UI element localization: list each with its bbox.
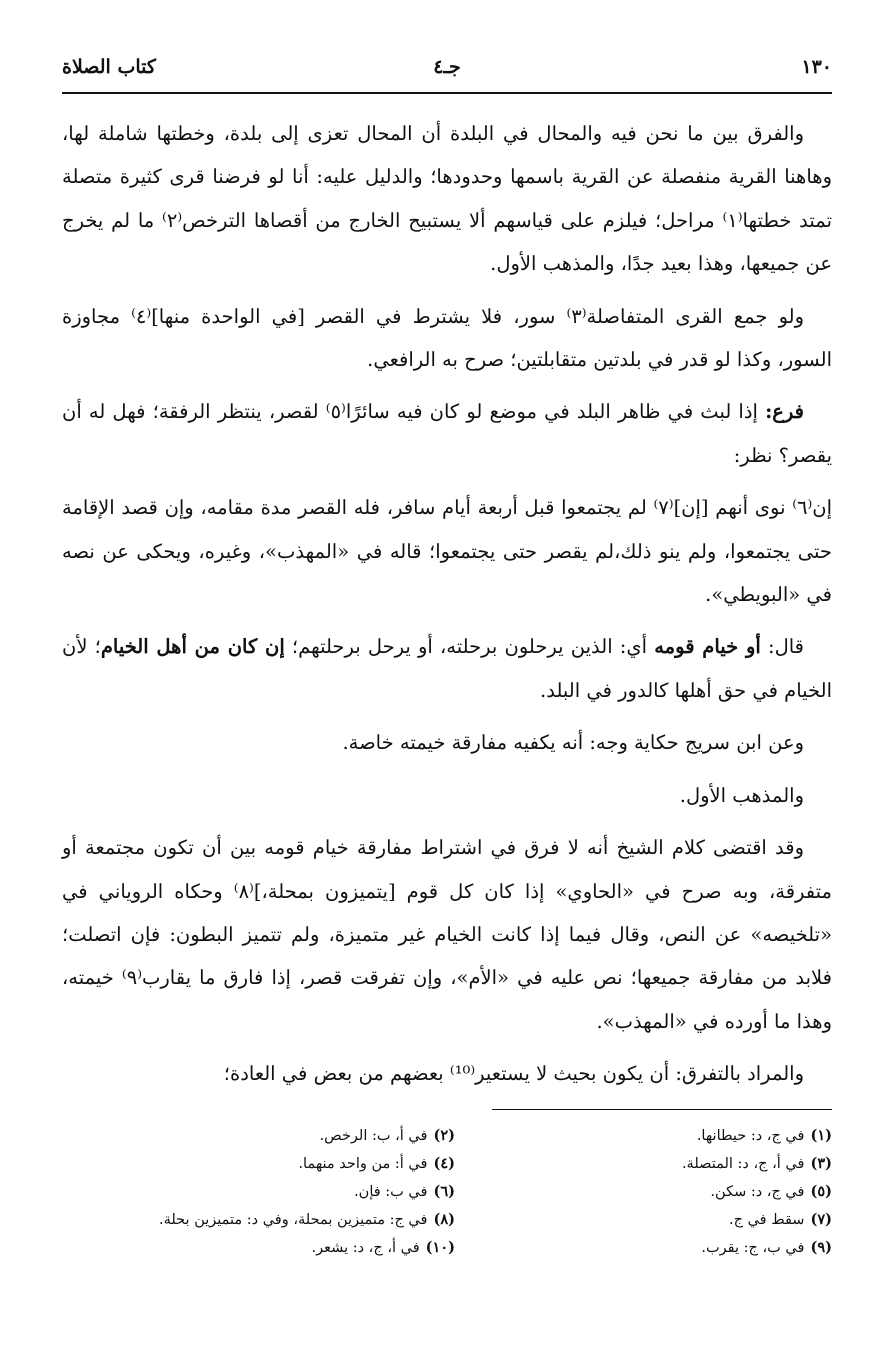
footnote-number: (٧) bbox=[810, 1211, 832, 1228]
book-title: كتاب الصلاة bbox=[62, 56, 156, 78]
paragraph: والمراد بالتفرق: أن يكون بحيث لا يستعير⁽¹⁰⁾ بعضهم من بعض في العادة؛ bbox=[223, 1062, 804, 1086]
footnote-text: في أ: من واحد منهما. bbox=[298, 1156, 428, 1172]
footnote bbox=[55, 1206, 455, 1234]
footnotes-right-column bbox=[532, 1122, 832, 1262]
main-text bbox=[62, 112, 832, 1105]
footnote-number: (٨) bbox=[433, 1211, 455, 1228]
footnote-separator bbox=[492, 1109, 832, 1110]
paragraph-text: ؛ لأن الخيام في حق أهلها كالدور في البلد. bbox=[62, 635, 832, 702]
footnote-text: سقط في ج. bbox=[729, 1212, 805, 1228]
paragraph-text: أي: الذين يرحلون برحلته، أو يرحل برحلتهم؛ bbox=[284, 635, 655, 659]
footnote bbox=[532, 1234, 832, 1262]
footnote-number: (٢) bbox=[433, 1127, 455, 1144]
footnote-number: (١) bbox=[810, 1127, 832, 1144]
footnote bbox=[532, 1206, 832, 1234]
footnote-text: في ج، د: سكن. bbox=[710, 1184, 805, 1200]
footnote-number: (٥) bbox=[810, 1183, 832, 1200]
footnote-number: (١٠) bbox=[425, 1239, 455, 1256]
footnote-text: في ب: فإن. bbox=[354, 1184, 428, 1200]
footnote-text: في أ، ج، د: يشعر. bbox=[311, 1240, 420, 1256]
footnote-number: (٣) bbox=[810, 1155, 832, 1172]
footnote-text: في أ، ج، د: المتصلة. bbox=[681, 1156, 805, 1172]
paragraph: ولو جمع القرى المتفاصلة⁽٣⁾ سور، فلا يشترط في القصر [في الواحدة منها]⁽٤⁾ مجاوزة السور، وكذا لو قدر في بلدتين متقابلتين؛ صرح به الرافعي. bbox=[62, 304, 832, 372]
footnote bbox=[55, 1150, 455, 1178]
paragraph-text: إذا لبث في ظاهر البلد في موضع لو كان فيه سائرًا⁽٥⁾ لقصر، ينتظر الرفقة؛ فهل له أن يقصر؟ نظر: bbox=[62, 400, 832, 467]
footnote-number: (٤) bbox=[433, 1155, 455, 1172]
footnote bbox=[55, 1178, 455, 1206]
footnote bbox=[55, 1234, 455, 1262]
matn-quote: أو خيام قومه bbox=[654, 635, 761, 659]
page-header bbox=[62, 50, 832, 94]
footnote bbox=[532, 1150, 832, 1178]
matn-quote: إن كان من أهل الخيام bbox=[100, 635, 285, 659]
footnote-text: في ب، ج: يقرب. bbox=[701, 1240, 805, 1256]
footnote-text: في أ، ب: الرخص. bbox=[319, 1128, 428, 1144]
footnote bbox=[532, 1178, 832, 1206]
footnote-text: في ج، د: حيطانها. bbox=[696, 1128, 805, 1144]
footnote-number: (٦) bbox=[433, 1183, 455, 1200]
page-number: ١٣٠ bbox=[801, 56, 832, 78]
footnote bbox=[55, 1122, 455, 1150]
footnote-text: في ج: متميزين بمحلة، وفي د: متميزين بحلة. bbox=[159, 1212, 428, 1228]
section-label: فرع: bbox=[765, 400, 804, 424]
footnotes-left-column bbox=[55, 1122, 455, 1262]
footnote-number: (٩) bbox=[810, 1239, 832, 1256]
volume-label: جـ٤ bbox=[433, 56, 461, 78]
paragraph: والفرق بين ما نحن فيه والمحال في البلدة أن المحال تعزى إلى بلدة، وخطتها شاملة لها، وهاهنا القرية منفصلة عن القرية باسمها وحدودها؛ والدليل عليه: أنا لو فرضنا قرى كثيرة متصلة تمتد خطتها⁽١⁾ مراحل؛ فيلزم على قياسهم ألا يستبيح الخارج من أقصاها الترخص⁽٢⁾ ما لم يخرج عن جميعها، وهذا بعيد جدًا، والمذهب الأول. bbox=[62, 122, 832, 276]
paragraph: إن⁽٦⁾ نوى أنهم [إن]⁽٧⁾ لم يجتمعوا قبل أربعة أيام سافر، فله القصر مدة مقامه، وإن قصد الإقامة حتى يجتمعوا، ولم ينو ذلك،لم يقصر حتى يجتمعوا؛ قاله في «المهذب»، وغيره، ويحكى عن نصه في «البويطي». bbox=[62, 496, 833, 607]
paragraph: والمذهب الأول. bbox=[679, 783, 804, 807]
footnote bbox=[532, 1122, 832, 1150]
paragraph: وعن ابن سريج حكاية وجه: أنه يكفيه مفارقة خيمته خاصة. bbox=[342, 731, 804, 755]
paragraph bbox=[62, 625, 832, 712]
paragraph bbox=[62, 390, 832, 477]
paragraph: وقد اقتضى كلام الشيخ أنه لا فرق في اشتراط مفارقة خيام قومه بين أن تكون مجتمعة أو متفرقة، وبه صرح في «الحاوي» إذا كان كل قوم [يتميزون بمحلة،]⁽٨⁾ وحكاه الروياني في «تلخيصه» عن النص، وقال فيما إذا كانت الخيام غير متميزة، ولم تتميز البطون: فإن اتصلت؛ فلابد من مفارقة جميعها؛ نص عليه في «الأم»، وإن تفرقت قصر، إذا فارق ما يقارب⁽٩⁾ خيمته، وهذا ما أورده في «المهذب». bbox=[62, 836, 832, 1033]
paragraph-text: قال: bbox=[760, 635, 804, 659]
